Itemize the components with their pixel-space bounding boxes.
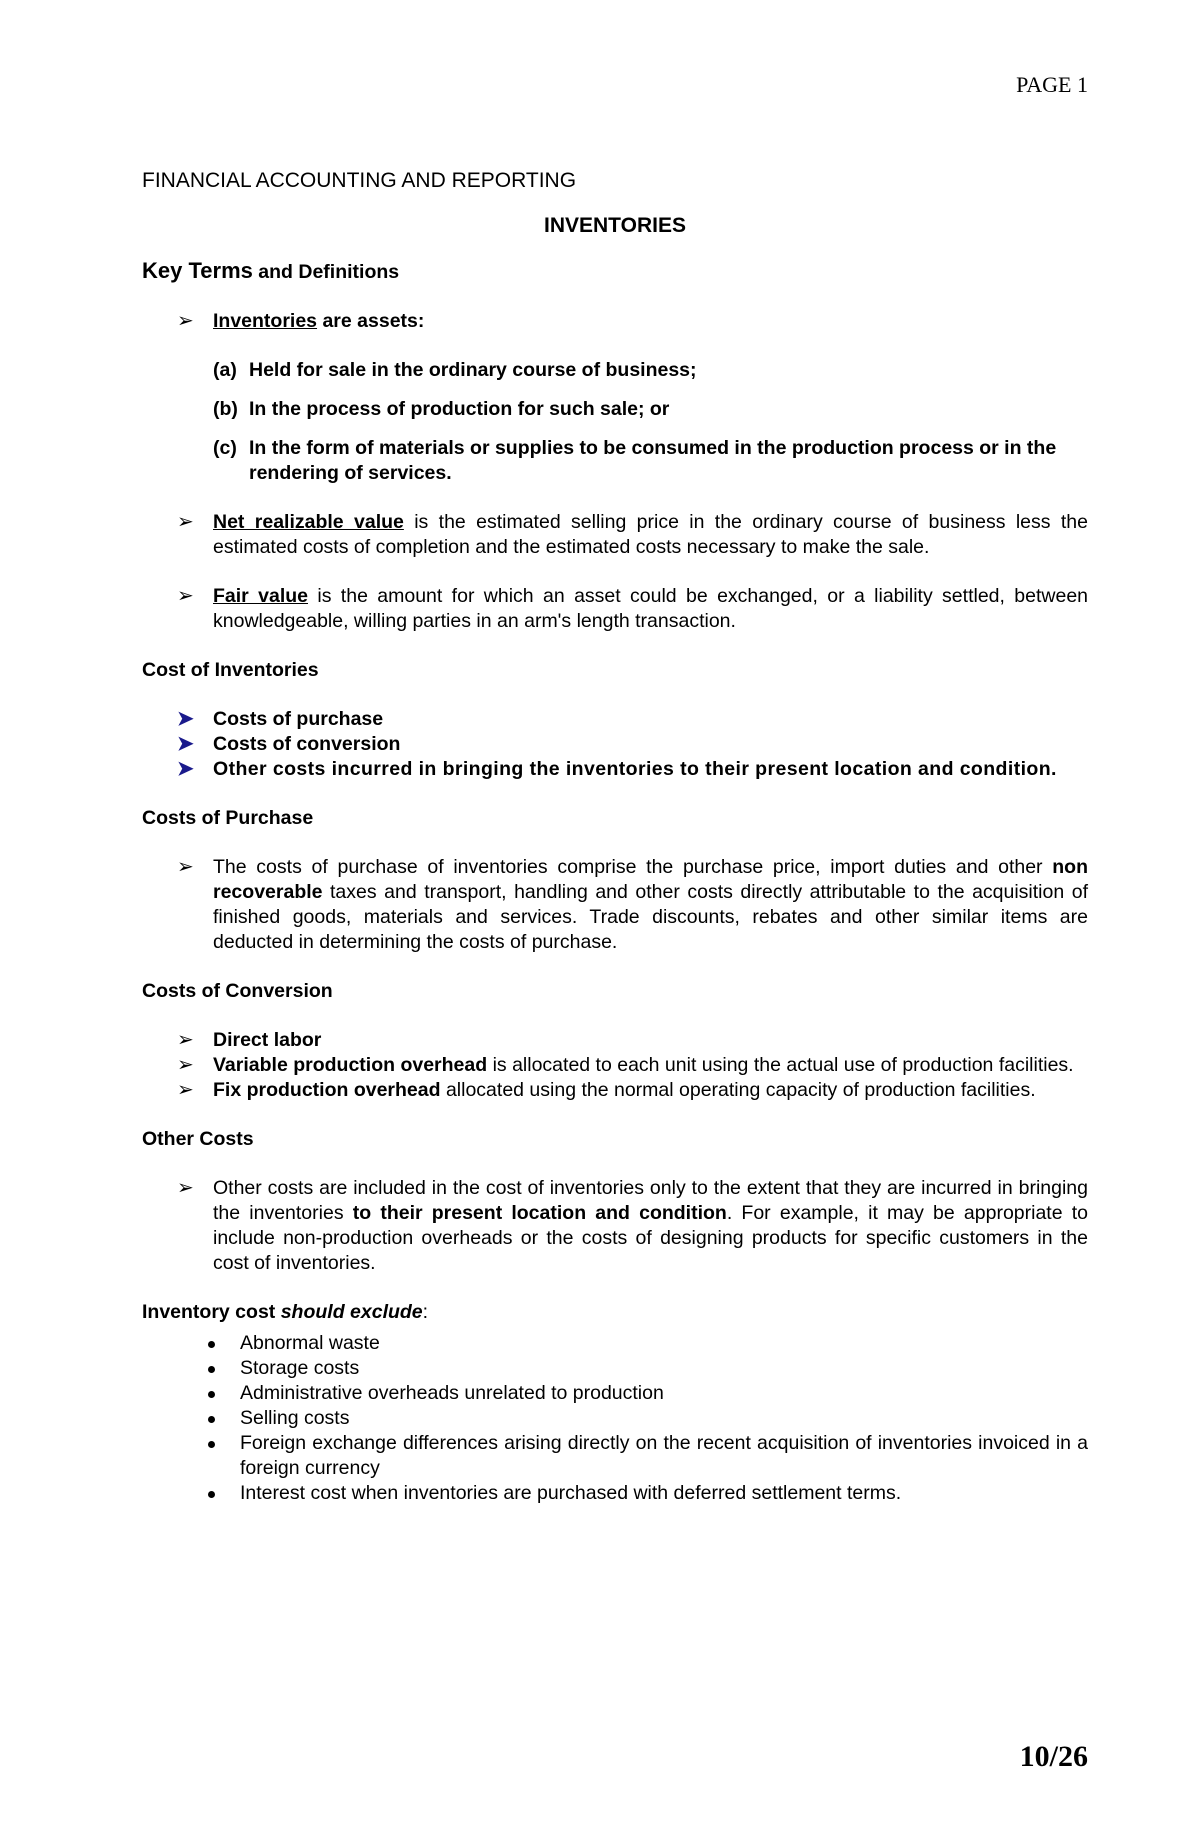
bullet-dot-icon	[208, 1491, 215, 1498]
arrow-bullet-icon: ➢	[177, 1029, 194, 1051]
other-costs-text-1: Other costs are included in the cost of inventories only to the extent that they are incurred in bringing the inventories	[213, 1177, 1088, 1224]
list-item-text: Administrative overheads unrelated to production	[240, 1382, 664, 1404]
exclude-heading	[142, 1300, 1088, 1325]
exclude-heading-text: Inventory cost	[142, 1301, 281, 1323]
bullet-dot-icon	[208, 1366, 215, 1373]
bullet-dot-icon	[208, 1391, 215, 1398]
list-item	[142, 757, 1088, 782]
arrow-bullet-icon: ➢	[177, 585, 194, 607]
list-item	[142, 855, 1088, 955]
term-nrv: Net realizable value	[213, 511, 404, 533]
list-item-text: Foreign exchange differences arising directly on the recent acquisition of inventories invoiced in a foreign currency	[240, 1432, 1088, 1479]
term-inventories-rest: are assets:	[317, 310, 425, 332]
sublist-item	[142, 358, 1088, 383]
exclude-heading-colon: :	[422, 1301, 429, 1323]
arrow-bullet-icon: ➢	[177, 1079, 194, 1101]
list-item-text: Other costs incurred in bringing the inventories to their present location and condition.	[213, 758, 1057, 780]
list-item	[142, 1431, 1088, 1481]
costs-of-conversion-list	[142, 1028, 1088, 1103]
sublist-text: In the process of production for such sale; or	[249, 398, 670, 420]
list-item	[142, 1176, 1088, 1276]
key-terms-heading	[142, 258, 1088, 285]
sublist-text: In the form of materials or supplies to be consumed in the production process or in the rendering of services.	[249, 437, 1057, 484]
conversion-item-3-rest: allocated using the normal operating capacity of production facilities.	[440, 1079, 1036, 1101]
document-title: INVENTORIES	[544, 214, 686, 237]
arrow-bullet-icon: ➢	[177, 310, 194, 332]
purchase-text-1: The costs of purchase of inventories comprise the purchase price, import duties and other	[213, 856, 1053, 878]
list-item	[142, 1078, 1088, 1103]
arrow-bullet-icon: ➢	[177, 1054, 194, 1076]
arrow-bullet-icon: ➢	[177, 1177, 194, 1199]
key-terms-heading-big: Key Terms	[142, 258, 253, 283]
key-terms-heading-rest: and Definitions	[252, 261, 400, 283]
list-item-text: Costs of conversion	[213, 733, 401, 755]
arrow-bullet-icon: ➢	[177, 511, 194, 533]
list-item-text: Selling costs	[240, 1407, 350, 1429]
arrow-bullet-icon: ➢	[177, 856, 194, 878]
purchase-text-bold: non recoverable	[213, 856, 1088, 903]
definitions-list	[142, 510, 1088, 634]
costs-of-purchase-heading: Costs of Purchase	[142, 807, 314, 829]
list-item-fair-value	[142, 584, 1088, 634]
purchase-text-2: taxes and transport, handling and other costs directly attributable to the acquisition of finished goods, materials and services. Trade discounts, rebates and other similar items are deducted in determining the costs of purchase.	[213, 881, 1088, 953]
other-costs-heading: Other Costs	[142, 1128, 254, 1150]
conversion-item-3-bold: Fix production overhead	[213, 1079, 441, 1101]
list-item	[142, 1331, 1088, 1356]
arrow-bullet-icon: ➤	[177, 733, 194, 755]
page-label: PAGE 1	[1016, 72, 1088, 97]
list-item	[142, 1053, 1088, 1078]
key-terms-list	[142, 309, 1088, 334]
other-costs-text-bold: to their present location and condition	[352, 1202, 727, 1224]
conversion-item-2-rest: is allocated to each unit using the actual use of production facilities.	[487, 1054, 1074, 1076]
sublist-item	[142, 397, 1088, 422]
cost-of-inventories-list	[142, 707, 1088, 782]
list-item-text: Storage costs	[240, 1357, 360, 1379]
list-item	[142, 1481, 1088, 1506]
list-item	[142, 732, 1088, 757]
bullet-dot-icon	[208, 1416, 215, 1423]
conversion-item-2-bold: Variable production overhead	[213, 1054, 488, 1076]
arrow-bullet-icon: ➤	[177, 758, 195, 780]
bullet-dot-icon	[208, 1341, 215, 1348]
term-fair-value: Fair value	[213, 585, 308, 607]
list-item-text: Costs of purchase	[213, 708, 384, 730]
sublist-letter: (a)	[213, 359, 237, 381]
arrow-bullet-icon: ➤	[177, 708, 194, 730]
course-title: FINANCIAL ACCOUNTING AND REPORTING	[142, 169, 577, 192]
list-item	[142, 1406, 1088, 1431]
sublist-letter: (b)	[213, 398, 238, 420]
exclude-list	[142, 1331, 1088, 1506]
inventories-sublist	[142, 358, 1088, 486]
other-costs-text-2: . For example, it may be appropriate to include non-production overheads or the costs of designing products for specific customers in the cost of inventories.	[213, 1202, 1088, 1274]
list-item	[142, 1381, 1088, 1406]
list-item-nrv	[142, 510, 1088, 560]
list-item-text: Interest cost when inventories are purchased with deferred settlement terms.	[240, 1482, 902, 1504]
list-item	[142, 1356, 1088, 1381]
conversion-item-1: Direct labor	[213, 1029, 322, 1051]
bullet-dot-icon	[208, 1441, 215, 1448]
term-inventories: Inventories	[213, 310, 318, 332]
exclude-heading-italic: should exclude	[280, 1301, 423, 1323]
list-item-inventories	[142, 309, 1088, 334]
cost-of-inventories-heading: Cost of Inventories	[142, 659, 319, 681]
costs-of-conversion-heading: Costs of Conversion	[142, 980, 333, 1002]
list-item	[142, 707, 1088, 732]
sublist-letter: (c)	[213, 437, 237, 459]
list-item-text: Abnormal waste	[240, 1332, 380, 1354]
term-nrv-definition: is the estimated selling price in the ordinary course of business less the estimated costs of completion and the estimated costs necessary to make the sale.	[213, 511, 1088, 558]
costs-of-purchase-list	[142, 855, 1088, 955]
list-item	[142, 1028, 1088, 1053]
sublist-item	[142, 436, 1088, 486]
other-costs-list	[142, 1176, 1088, 1276]
document-body	[142, 168, 1088, 1506]
sublist-text: Held for sale in the ordinary course of business;	[249, 359, 697, 381]
term-fair-value-definition: is the amount for which an asset could be exchanged, or a liability settled, between knowledgeable, willing parties in an arm's length transaction.	[213, 585, 1089, 632]
page-counter: 10/26	[1019, 1740, 1088, 1773]
